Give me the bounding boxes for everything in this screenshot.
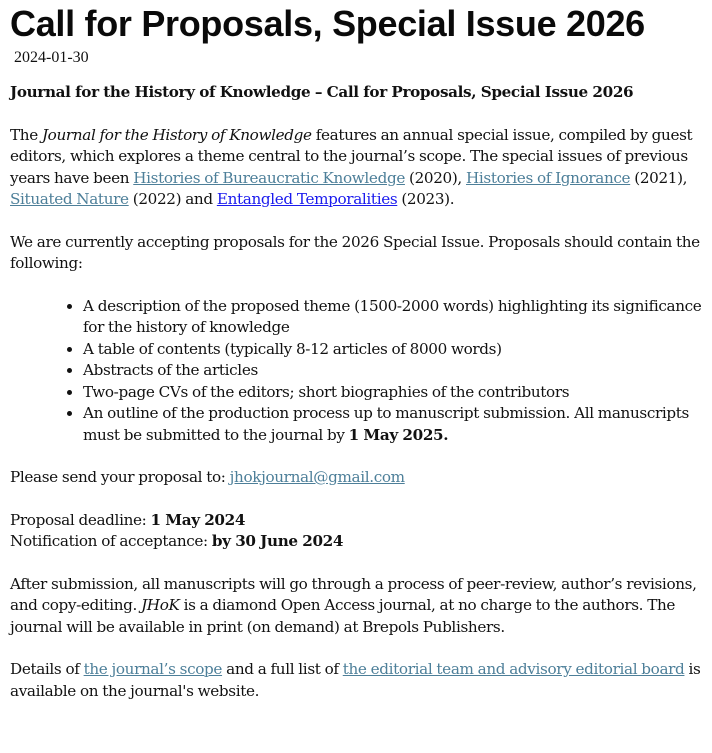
list-item: • Two-page CVs of the editors; short biographies of the contributors: [83, 382, 702, 404]
year-2021: (2021),: [630, 168, 688, 187]
link-entangled-temporalities[interactable]: Entangled Temporalities: [216, 190, 398, 208]
publish-date: 2024-01-30: [14, 49, 89, 66]
email-link[interactable]: jhokjournal@gmail.com: [229, 468, 405, 486]
list-item: • Abstracts of the articles: [83, 360, 702, 382]
submission-text-1: After submission, all manuscripts will go through a process of peer-review, author’s revisions, and copy-editing.: [10, 574, 697, 614]
details-text-3: is available on the journal's website.: [10, 660, 701, 700]
intro-paragraph: [10, 125, 702, 211]
journal-name: Journal for the History of Knowledge: [41, 125, 312, 144]
list-item: • A table of contents (typically 8-12 articles of 8000 words): [83, 339, 702, 361]
link-histories-bureaucratic-knowledge[interactable]: Histories of Bureaucratic Knowledge: [133, 168, 405, 187]
details-paragraph: [10, 659, 702, 702]
link-histories-of-ignorance[interactable]: Histories of Ignorance: [466, 168, 631, 187]
proposal-deadline: [10, 510, 702, 532]
contact-line: [10, 467, 702, 489]
details-text-1: Details of: [10, 660, 84, 678]
notification-label: Notification of acceptance:: [10, 532, 212, 550]
submission-paragraph: [10, 574, 702, 639]
list-item: • A description of the proposed theme (1500-2000 words) highlighting its significance for the history of knowledge: [83, 296, 702, 339]
link-editorial-team[interactable]: the editorial team and advisory editorial board: [342, 660, 685, 678]
contact-label: Please send your proposal to:: [10, 468, 230, 486]
link-journal-scope[interactable]: the journal’s scope: [83, 660, 223, 678]
page-title: Call for Proposals, Special Issue 2026: [10, 3, 645, 44]
proposal-deadline-label: Proposal deadline:: [10, 510, 151, 529]
submission-text-2: is a diamond Open Access journal, at no charge to the authors. The journal will be available in print (on demand) at Brepols Publishers.: [10, 596, 676, 636]
year-2023: (2023).: [397, 190, 455, 208]
intro-text-2: features an annual special issue, compiled by guest editors, which explores a theme central to the journal’s scope. The special issues of previous years have been: [10, 125, 693, 187]
year-2020: (2020),: [404, 168, 466, 187]
year-2022: (2022) and: [128, 190, 217, 208]
list-item-text: An outline of the production process up to manuscript submission. All manuscripts must be submitted to the journal by: [83, 404, 689, 444]
intro-text-1: The: [10, 125, 42, 144]
notification-value: by 30 June 2024: [211, 532, 344, 550]
journal-abbreviation: JHoK: [141, 596, 180, 614]
link-situated-nature[interactable]: Situated Nature: [10, 190, 129, 208]
details-text-2: and a full list of: [222, 660, 343, 678]
article-subtitle: Journal for the History of Knowledge – Call for Proposals, Special Issue 2026: [10, 83, 634, 101]
manuscript-deadline: 1 May 2025.: [348, 425, 449, 444]
list-item: [83, 403, 702, 446]
proposal-deadline-value: 1 May 2024: [150, 510, 246, 529]
proposals-intro: We are currently accepting proposals for the 2026 Special Issue. Proposals should contain the following:: [10, 232, 700, 272]
requirements-list: [10, 296, 702, 447]
notification-deadline: [10, 531, 702, 553]
